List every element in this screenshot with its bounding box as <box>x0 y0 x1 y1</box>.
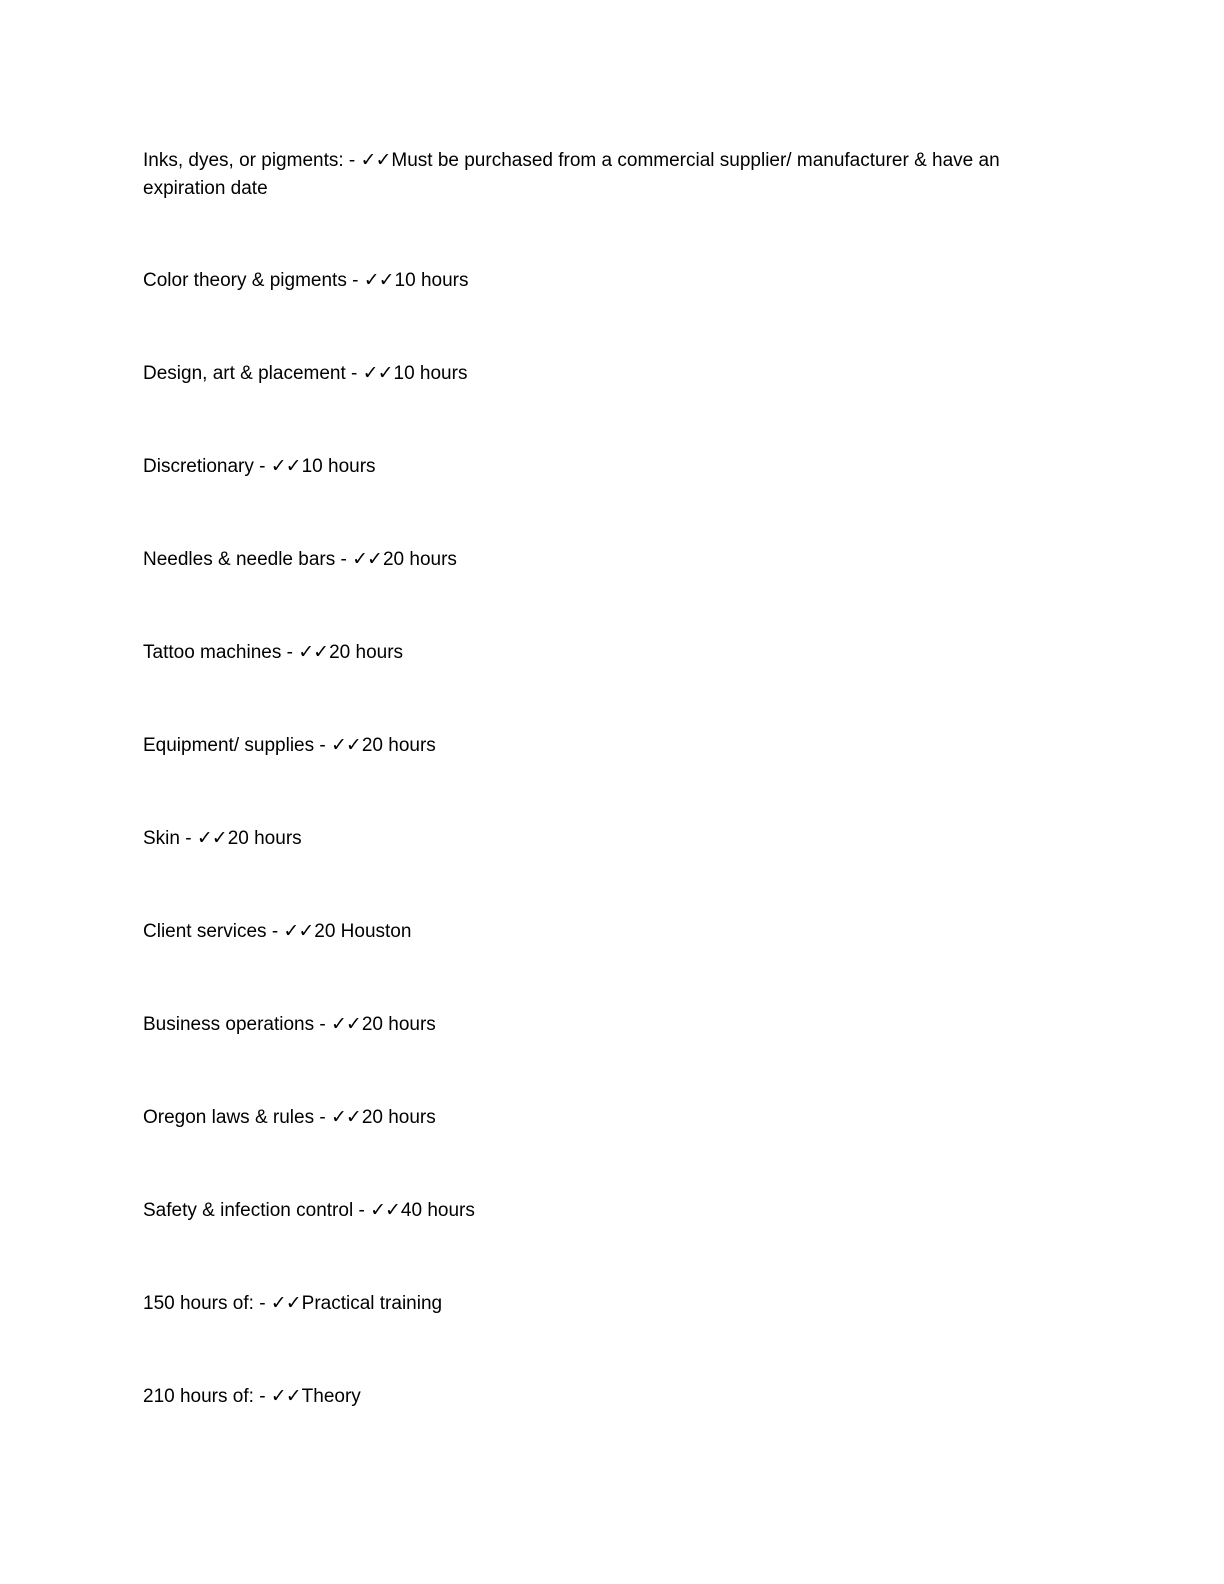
list-item <box>143 545 1083 574</box>
list-item <box>143 146 1083 203</box>
entry-answer: 10 hours <box>301 456 376 477</box>
double-check-icon: ✓✓ <box>331 734 361 756</box>
entry-answer: Practical training <box>301 1293 443 1314</box>
double-check-icon: ✓✓ <box>270 455 301 477</box>
entry-label: Oregon laws & rules - <box>143 1107 331 1128</box>
entry-label: Color theory & pigments - <box>143 270 364 291</box>
entry-answer: Theory <box>301 1386 361 1407</box>
double-check-icon: ✓✓ <box>330 1106 361 1128</box>
list-item <box>143 731 1083 760</box>
list-item <box>143 452 1083 481</box>
entry-answer: 20 hours <box>361 1014 436 1035</box>
entry-label: Needles & needle bars - <box>143 549 353 570</box>
entry-answer: 20 hours <box>227 828 302 849</box>
list-item <box>143 1289 1083 1318</box>
entry-answer: 20 hours <box>382 549 457 570</box>
entry-answer: 20 Houston <box>314 921 412 942</box>
entry-answer: 20 hours <box>329 642 404 663</box>
entry-label: Safety & infection control - <box>143 1200 371 1221</box>
list-item <box>143 1196 1083 1225</box>
list-item <box>143 638 1083 667</box>
list-item <box>143 1382 1083 1411</box>
double-check-icon: ✓✓ <box>331 1013 361 1035</box>
double-check-icon: ✓✓ <box>363 269 394 291</box>
entry-label: Inks, dyes, or pigments: - <box>143 150 361 171</box>
flashcard-list <box>143 146 1083 1475</box>
list-item <box>143 266 1083 295</box>
entry-answer: 10 hours <box>393 363 468 384</box>
list-item <box>143 359 1083 388</box>
double-check-icon: ✓✓ <box>362 362 393 384</box>
list-item <box>143 917 1083 946</box>
entry-label: Client services - <box>143 921 284 942</box>
entry-label: Design, art & placement - <box>143 363 363 384</box>
double-check-icon: ✓✓ <box>270 1385 301 1407</box>
entry-answer: Must be purchased from a commercial supplier/ manufacturer & have an expiration date <box>143 150 1000 199</box>
double-check-icon: ✓✓ <box>360 149 391 171</box>
entry-answer: 40 hours <box>400 1200 475 1221</box>
entry-label: Business operations - <box>143 1014 331 1035</box>
double-check-icon: ✓✓ <box>270 1292 301 1314</box>
double-check-icon: ✓✓ <box>352 548 382 570</box>
double-check-icon: ✓✓ <box>370 1199 400 1221</box>
entry-label: Tattoo machines - <box>143 642 299 663</box>
double-check-icon: ✓✓ <box>298 641 329 663</box>
entry-label: Equipment/ supplies - <box>143 735 331 756</box>
entry-label: 210 hours of: - <box>143 1386 271 1407</box>
list-item <box>143 824 1083 853</box>
list-item <box>143 1103 1083 1132</box>
entry-answer: 20 hours <box>361 735 436 756</box>
entry-answer: 20 hours <box>361 1107 436 1128</box>
double-check-icon: ✓✓ <box>283 920 314 942</box>
entry-answer: 10 hours <box>394 270 469 291</box>
entry-label: 150 hours of: - <box>143 1293 271 1314</box>
list-item <box>143 1010 1083 1039</box>
double-check-icon: ✓✓ <box>196 827 227 849</box>
entry-label: Discretionary - <box>143 456 271 477</box>
entry-label: Skin - <box>143 828 197 849</box>
